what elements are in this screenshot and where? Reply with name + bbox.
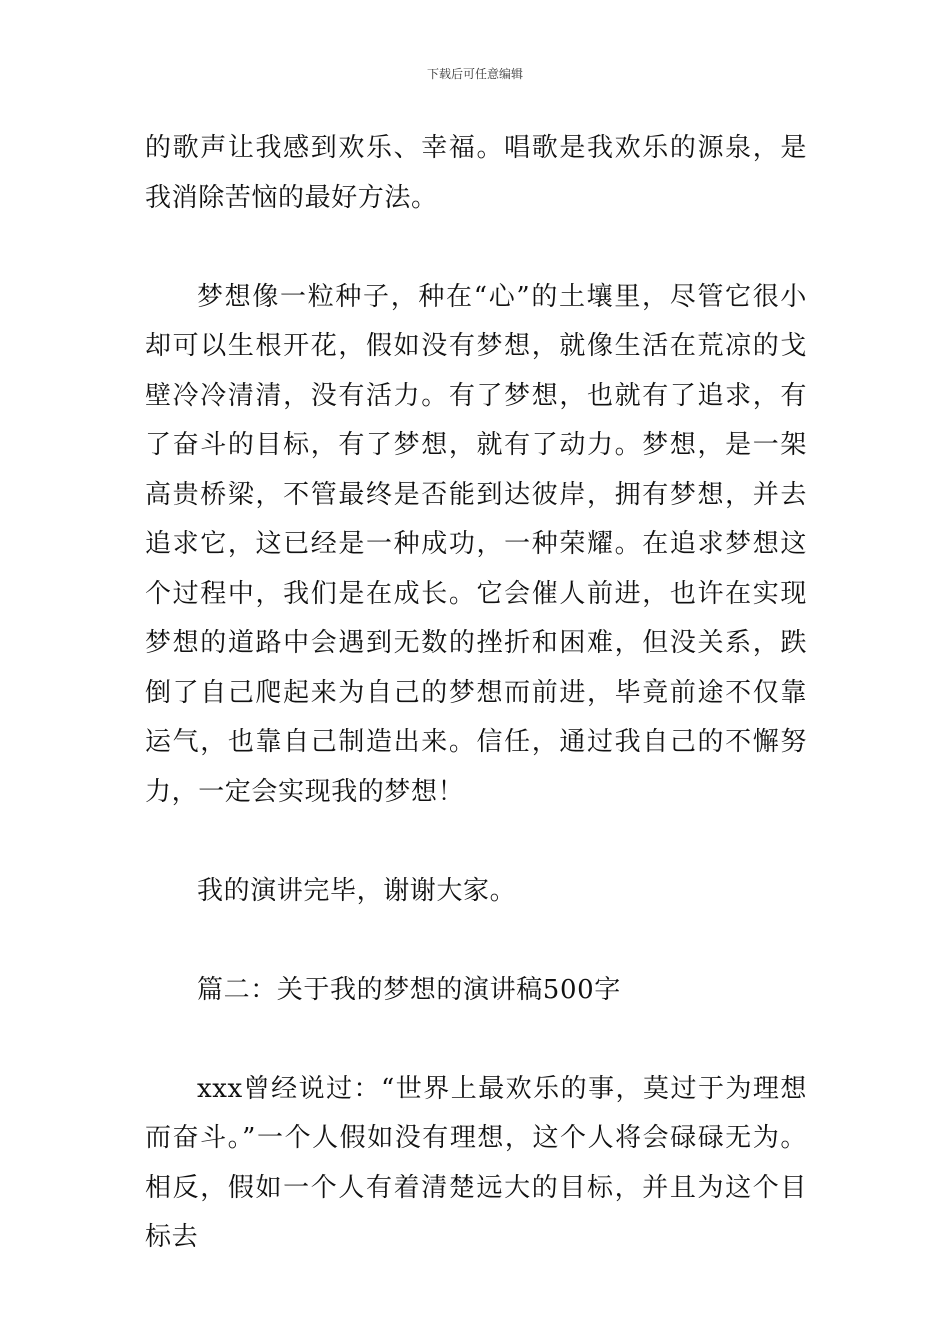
paragraph-spacer bbox=[145, 916, 807, 966]
paragraph-spacer bbox=[145, 223, 807, 273]
paragraph-spacer bbox=[145, 817, 807, 867]
page-header-note: 下载后可任意编辑 bbox=[426, 67, 523, 81]
paragraph-continuation: 的歌声让我感到欢乐、幸福。唱歌是我欢乐的源泉，是我消除苦恼的最好方法。 bbox=[145, 133, 807, 213]
document-body bbox=[145, 124, 807, 1263]
section-heading: 篇二：关于我的梦想的演讲稿500字 bbox=[197, 974, 621, 1005]
paragraph-closing: 我的演讲完毕，谢谢大家。 bbox=[197, 875, 517, 906]
paragraph-dream-seed: 梦想像一粒种子，种在“心”的土壤里，尽管它很小却可以生根开花，假如没有梦想，就像生活在荒凉的戈壁冷冷清清，没有活力。有了梦想，也就有了追求，有了奋斗的目标，有了梦想，就有了动力。梦想，是一架高贵桥梁，不管最终是否能到达彼岸，拥有梦想，并去追求它，这已经是一种成功，一种荣耀。在追求梦想这个过程中，我们是在成长。它会催人前进，也许在实现梦想的道路中会遇到无数的挫折和困难，但没关系，跌倒了自己爬起来为自己的梦想而前进，毕竟前途不仅靠运气，也靠自己制造出来。信任，通过我自己的不懈努力，一定会实现我的梦想！ bbox=[145, 281, 807, 807]
paragraph-spacer bbox=[145, 1015, 807, 1065]
paragraph-quote: xxx曾经说过：“世界上最欢乐的事，莫过于为理想而奋斗。”一个人假如没有理想，这个人将会碌碌无为。相反，假如一个人有着清楚远大的目标，并且为这个目标去 bbox=[145, 1073, 807, 1252]
